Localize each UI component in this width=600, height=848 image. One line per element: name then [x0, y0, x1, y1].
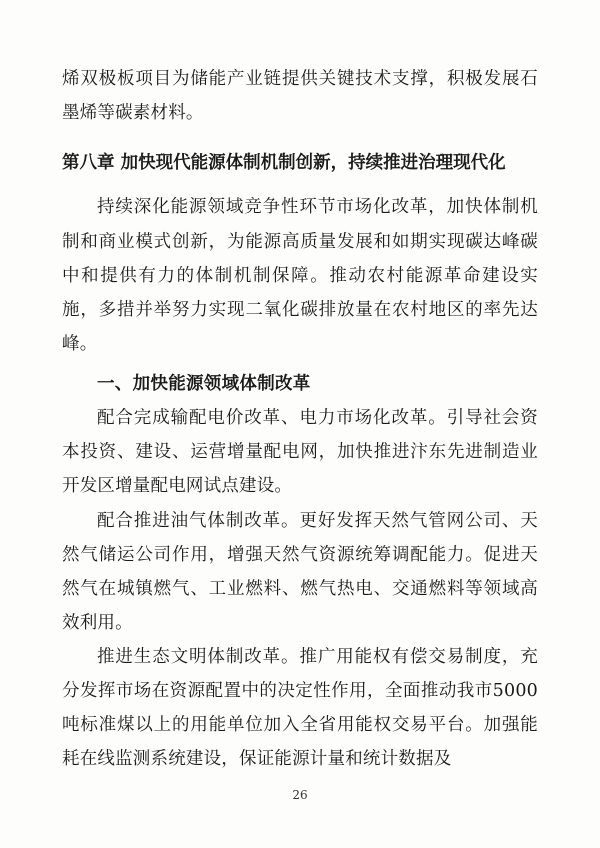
paragraph: 持续深化能源领域竞争性环节市场化改革，加快体制机制和商业模式创新，为能源高质量发展和如期实现碳达峰碳中和提供有力的体制机制保障。推动农村能源革命建设实施，多措并举努力实现二氧化碳排放量在农村地区的率先达峰。 — [62, 197, 538, 354]
chapter-heading: 第八章 加快现代能源体制机制创新，持续推进治理现代化 — [62, 153, 506, 174]
page-number: 26 — [292, 788, 308, 802]
document-body — [62, 62, 538, 777]
paragraph: 配合推进油气体制改革。更好发挥天然气管网公司、天然气储运公司作用，增强天然气资源统筹调配能力。促进天然气在城镇燃气、工业燃料、燃气热电、交通燃料等领域高效利用。 — [62, 510, 538, 633]
paragraph: 配合完成输配电价改革、电力市场化改革。引导社会资本投资、建设、运营增量配电网，加快推进汴东先进制造业开发区增量配电网试点建设。 — [62, 408, 538, 497]
section-heading: 一、加快能源领域体制改革 — [97, 374, 311, 394]
paragraph-continued: 烯双极板项目为储能产业链提供关键技术支撑，积极发展石墨烯等碳素材料。 — [62, 69, 538, 124]
paragraph: 推进生态文明体制改革。推广用能权有偿交易制度，充分发挥市场在资源配置中的决定性作用，全面推动我市5000吨标准煤以上的用能单位加入全省用能权交易平台。加强能耗在线监测系统建设，保证能源计量和统计数据及 — [62, 647, 538, 770]
